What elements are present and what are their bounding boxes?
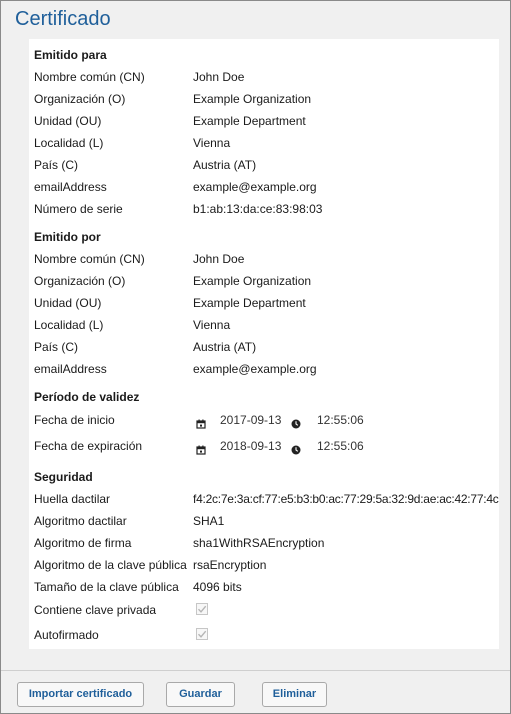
validity-start-row <box>34 410 494 430</box>
field-label: Huella dactilar <box>34 492 111 506</box>
field-label: Número de serie <box>34 202 123 216</box>
issued-to-heading: Emitido para <box>34 48 107 62</box>
field-value: f4:2c:7e:3a:cf:77:e5:b3:b0:ac:77:29:5a:32:9d:ae:ac:42:77:4c <box>193 492 499 506</box>
field-value: 4096 bits <box>193 580 242 594</box>
field-label: Fecha de expiración <box>34 439 143 453</box>
field-value: Example Organization <box>193 274 312 288</box>
field-label: Organización (O) <box>34 274 126 288</box>
field-label: País (C) <box>34 158 79 172</box>
end-date-value[interactable]: 2018-09-13 <box>220 439 282 453</box>
certificate-details-panel <box>29 39 499 649</box>
field-value: Vienna <box>193 136 231 150</box>
field-label: Contiene clave privada <box>34 603 157 617</box>
field-label: Localidad (L) <box>34 318 104 332</box>
field-label: Unidad (OU) <box>34 114 102 128</box>
field-value: example@example.org <box>193 180 317 194</box>
end-time-value[interactable]: 12:55:06 <box>317 439 364 453</box>
import-certificate-button[interactable]: Importar certificado <box>17 682 144 707</box>
field-label: Algoritmo dactilar <box>34 514 127 528</box>
field-label: Organización (O) <box>34 92 126 106</box>
field-label: emailAddress <box>34 180 107 194</box>
validity-end-row <box>34 436 494 456</box>
field-label: País (C) <box>34 340 79 354</box>
dialog-title: Certificado <box>15 8 111 30</box>
validity-heading: Período de validez <box>34 390 140 404</box>
calendar-icon[interactable] <box>196 415 206 425</box>
field-value: example@example.org <box>193 362 317 376</box>
field-label: Algoritmo de la clave pública <box>34 558 187 572</box>
delete-button[interactable]: Eliminar <box>262 682 327 707</box>
security-heading: Seguridad <box>34 470 93 484</box>
field-value: Austria (AT) <box>193 340 257 354</box>
field-label: Nombre común (CN) <box>34 70 145 84</box>
field-label: Unidad (OU) <box>34 296 102 310</box>
clock-icon[interactable] <box>291 441 301 451</box>
self-signed-checkbox[interactable] <box>196 628 208 640</box>
clock-icon[interactable] <box>291 415 301 425</box>
field-label: Algoritmo de firma <box>34 536 132 550</box>
field-value: Austria (AT) <box>193 158 257 172</box>
field-value: sha1WithRSAEncryption <box>193 536 325 550</box>
field-label: Fecha de inicio <box>34 413 115 427</box>
field-label: Localidad (L) <box>34 136 104 150</box>
calendar-icon[interactable] <box>196 441 206 451</box>
field-value: Example Department <box>193 296 306 310</box>
footer-divider <box>1 670 510 671</box>
checkmark-icon <box>197 604 207 614</box>
private-key-checkbox[interactable] <box>196 603 208 615</box>
field-value: John Doe <box>193 70 245 84</box>
field-value: Example Department <box>193 114 306 128</box>
field-value: John Doe <box>193 252 245 266</box>
field-label: Autofirmado <box>34 628 99 642</box>
field-label: Tamaño de la clave pública <box>34 580 179 594</box>
start-date-value[interactable]: 2017-09-13 <box>220 413 282 427</box>
save-button[interactable]: Guardar <box>166 682 235 707</box>
field-value: SHA1 <box>193 514 225 528</box>
field-value: b1:ab:13:da:ce:83:98:03 <box>193 202 323 216</box>
issued-by-heading: Emitido por <box>34 230 101 244</box>
field-label: Nombre común (CN) <box>34 252 145 266</box>
field-label: emailAddress <box>34 362 107 376</box>
checkmark-icon <box>197 629 207 639</box>
field-value: Vienna <box>193 318 231 332</box>
start-time-value[interactable]: 12:55:06 <box>317 413 364 427</box>
field-value: rsaEncryption <box>193 558 267 572</box>
field-value: Example Organization <box>193 92 312 106</box>
